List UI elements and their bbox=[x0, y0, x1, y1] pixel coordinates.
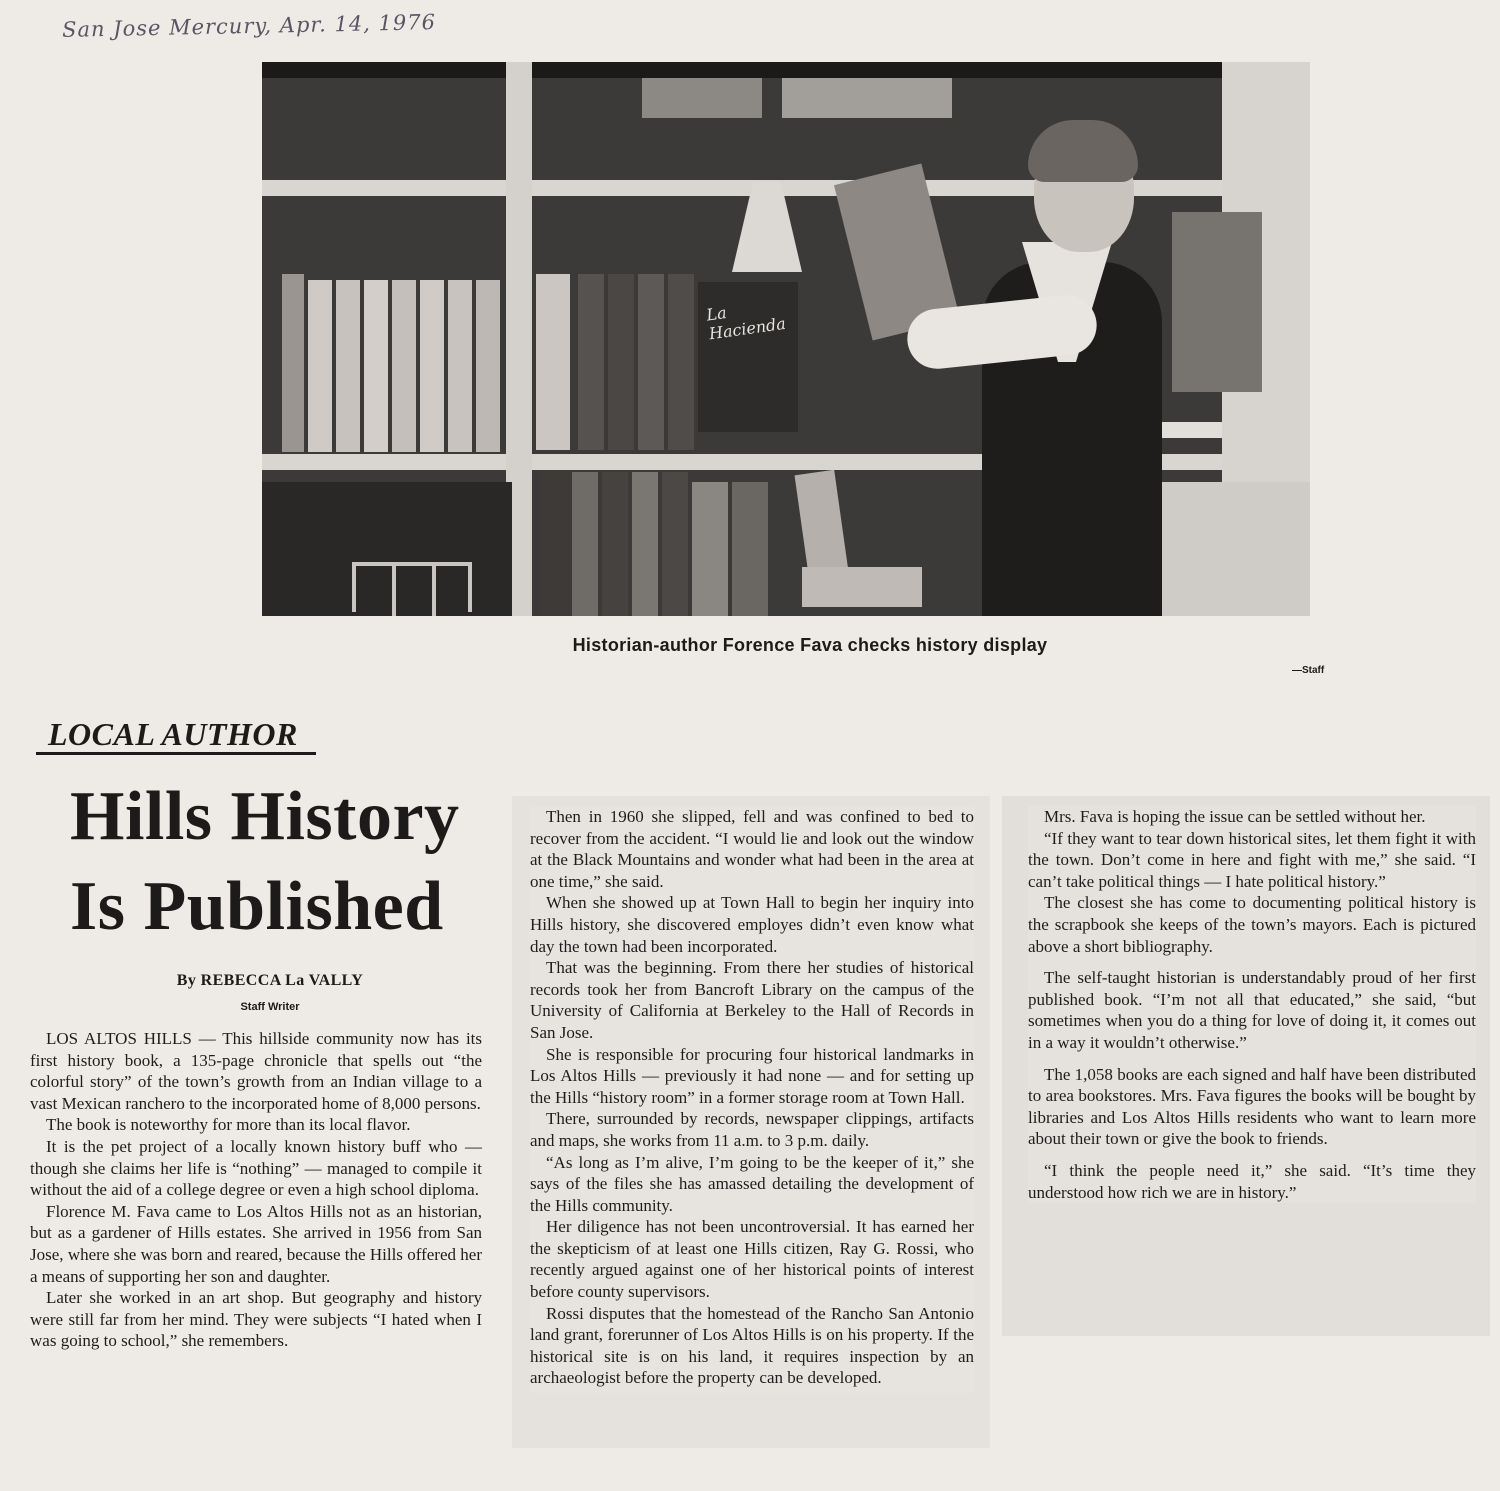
headline-line: Hills History bbox=[70, 778, 460, 855]
photo-book bbox=[392, 280, 416, 452]
photo-book bbox=[1172, 212, 1262, 392]
photo-book bbox=[542, 472, 568, 616]
paragraph: LOS ALTOS HILLS — This hillside community now has its first history book, a 135-page chronicle that spells out “the colorful story” of the town’s growth from an Indian village to a vast Mexican ranchero to the incorporated home of 8,000 persons. bbox=[30, 1029, 482, 1113]
photo-book bbox=[336, 280, 360, 452]
paragraph: “I think the people need it,” she said. “It’s time they understood how rich we are in history.” bbox=[1028, 1160, 1476, 1202]
photo-book bbox=[364, 280, 388, 452]
photo-book bbox=[662, 472, 688, 616]
photo-credit: —Staff bbox=[1292, 665, 1325, 676]
article-photo bbox=[262, 62, 1310, 616]
photo-book-stack bbox=[802, 567, 922, 607]
paragraph: “As long as I’m alive, I’m going to be the keeper of it,” she says of the files she has amassed detailing the development of the Hills community. bbox=[530, 1152, 974, 1215]
photo-person-hair bbox=[1028, 120, 1138, 182]
paragraph: The self-taught historian is understandably proud of her first published book. “I’m not all that educated,” she said, “but sometimes when you do a thing for love of doing it, it comes out in a way it wouldn’t otherwise.” bbox=[1028, 968, 1476, 1052]
photo-crate bbox=[352, 562, 472, 612]
paragraph: Then in 1960 she slipped, fell and was confined to bed to recover from the accident. “I would lie and look out the window at the Black Mountains and wonder what had been in the area at one time,” she said. bbox=[530, 807, 974, 891]
photo-side-table bbox=[1142, 482, 1310, 616]
photo-book bbox=[602, 472, 628, 616]
photo-book bbox=[632, 472, 658, 616]
paragraph: The 1,058 books are each signed and half have been distributed to area bookstores. Mrs. Fava figures the books will be bought by libraries and Los Altos Hills residents who want to learn more about their town or give the book to friends. bbox=[1028, 1064, 1476, 1149]
photo-book bbox=[638, 274, 664, 450]
photo-wall-picture bbox=[782, 78, 952, 118]
photo-caption-text: Historian-author Forence Fava checks history display bbox=[572, 635, 1048, 655]
photo-book bbox=[420, 280, 444, 452]
headline-line: Is Published bbox=[70, 868, 444, 945]
photo-binder-label: La Hacienda bbox=[705, 302, 787, 344]
photo-caption bbox=[0, 635, 1500, 656]
photo-wall-picture bbox=[642, 78, 762, 118]
photo-book bbox=[476, 280, 500, 452]
article-kicker: LOCAL AUTHOR bbox=[48, 716, 298, 752]
handwritten-source-note: San Jose Mercury, Apr. 14, 1976 bbox=[61, 10, 437, 42]
photo-book bbox=[692, 482, 728, 616]
photo-book bbox=[578, 274, 604, 450]
paragraph: The closest she has come to documenting political history is the scrapbook she keeps of the town’s mayors. Each is pictured above a short bibliography. bbox=[1028, 893, 1476, 956]
photo-book bbox=[668, 274, 694, 450]
article-headline bbox=[70, 772, 490, 952]
photo-book bbox=[282, 274, 304, 452]
photo-book bbox=[308, 280, 332, 452]
paragraph: Florence M. Fava came to Los Altos Hills not as an historian, but as a gardener of Hills estates. She arrived in 1956 from San Jose, where she was born and reared, because the Hills offered her a means of supporting her son and daughter. bbox=[30, 1201, 482, 1286]
photo-book bbox=[448, 280, 472, 452]
photo-book bbox=[732, 482, 768, 616]
article-byline: By REBECCA La VALLY bbox=[176, 972, 364, 989]
paragraph: That was the beginning. From there her studies of historical records took her from Bancroft Library on the campus of the University of California at Berkeley to the Hall of Records in San Jose. bbox=[530, 958, 974, 1042]
photo-top-frame bbox=[262, 62, 1310, 78]
paragraph: “If they want to tear down historical sites, let them fight it with the town. Don’t come in here and fight with me,” she said. “I can’t take political things — I hate political history.” bbox=[1028, 828, 1476, 891]
paragraph: Later she worked in an art shop. But geography and history were still far from her mind. They were subjects “I hated when I was going to school,” she remembers. bbox=[30, 1288, 482, 1351]
paragraph: The book is noteworthy for more than its local flavor. bbox=[46, 1115, 411, 1135]
article-column-1 bbox=[30, 1028, 482, 1352]
author-role: Staff Writer bbox=[240, 1001, 300, 1013]
photo-book bbox=[572, 472, 598, 616]
paragraph: When she showed up at Town Hall to begin her inquiry into Hills history, she discovered employes didn’t even know what day the town had been incorporated. bbox=[530, 893, 974, 956]
photo-book bbox=[536, 274, 570, 450]
article-column-3 bbox=[1028, 806, 1476, 1203]
paragraph: Mrs. Fava is hoping the issue can be settled without her. bbox=[1044, 807, 1426, 826]
paragraph: She is responsible for procuring four historical landmarks in Los Altos Hills — previously it had none — and for setting up the Hills “history room” in a former storage room at Town Hall. bbox=[530, 1044, 974, 1107]
article-column-2 bbox=[530, 806, 974, 1393]
paragraph: There, surrounded by records, newspaper clippings, artifacts and maps, she works from 11 a.m. to 3 p.m. daily. bbox=[530, 1109, 974, 1150]
paragraph: It is the pet project of a locally known history buff who — though she claims her life is “nothing” — managed to compile it without the aid of a college degree or even a high school diploma. bbox=[30, 1136, 482, 1200]
kicker-underline bbox=[36, 752, 316, 755]
paragraph: Rossi disputes that the homestead of the Rancho San Antonio land grant, forerunner of Los Altos Hills is on his property. If the historical site is on his land, it requires inspection by an archaeologist before the property can be developed. bbox=[530, 1303, 974, 1388]
paragraph: Her diligence has not been uncontroversial. It has earned her the skepticism of at least one Hills citizen, Ray G. Rossi, who recently argued against one of her historical points of interest before county supervisors. bbox=[530, 1217, 974, 1302]
photo-book bbox=[608, 274, 634, 450]
